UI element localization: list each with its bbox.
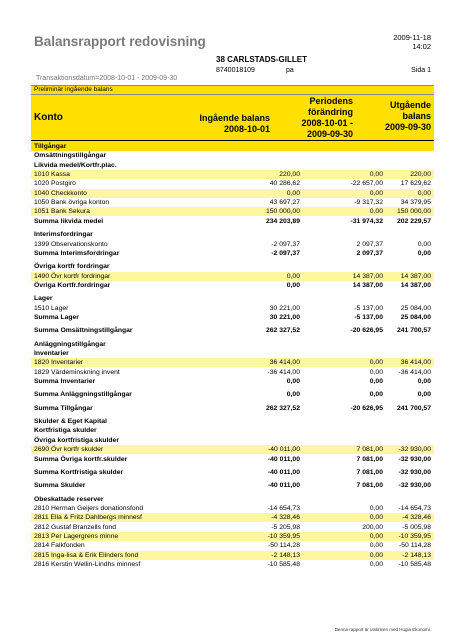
period-change-cell: 7 081,00 — [356, 468, 383, 476]
row-label: 1010 Kassa — [34, 171, 70, 179]
summary-row — [31, 377, 434, 386]
change-header-line4: 2009-09-30 — [306, 129, 353, 139]
header-divider-mid — [31, 94, 434, 95]
period-change-cell: 0,00 — [369, 368, 383, 376]
report-title: Balansrapport redovisning — [34, 34, 206, 49]
row-label: Övriga kortfr fordringar — [34, 263, 110, 271]
opening-balance-cell: -14 654,73 — [267, 504, 300, 512]
section-heading-row — [31, 161, 434, 170]
row-label: Kortfristiga skulder — [34, 427, 97, 435]
opening-balance-cell: 220,00 — [279, 171, 300, 179]
row-label: Summa Lager — [34, 313, 79, 321]
opening-balance-cell: 30 221,00 — [269, 313, 300, 321]
closing-balance-cell: 17 629,62 — [400, 180, 431, 188]
row-label: Inventarier — [34, 350, 69, 357]
row-label: 1050 Bank övriga konton — [34, 199, 110, 207]
closing-balance-cell: -5 005,98 — [402, 523, 431, 531]
opening-balance-cell: 150 000,00 — [265, 208, 300, 216]
opening-balance-cell: 0,00 — [286, 378, 300, 386]
section-heading-row — [31, 495, 434, 504]
closing-balance-header — [385, 100, 431, 133]
opening-balance-cell: -40 011,00 — [267, 482, 300, 490]
row-label: 1490 Övr kortfr fordringar — [34, 272, 111, 280]
account-row — [31, 170, 434, 179]
pa-label: pa — [286, 67, 294, 74]
account-row — [31, 368, 434, 377]
closing-balance-cell: -32 930,00 — [398, 482, 431, 490]
opening-balance-cell: -50 114,28 — [268, 542, 300, 550]
closing-balance-cell: 0,00 — [417, 391, 431, 399]
closing-balance-cell: -32 930,00 — [398, 468, 431, 476]
summary-row — [31, 249, 434, 258]
opening-balance-cell: -10 359,95 — [267, 532, 300, 540]
opening-balance-cell: -40 011,00 — [268, 446, 300, 454]
opening-balance-cell: 30 221,00 — [269, 304, 300, 312]
closing-balance-cell: 241 700,57 — [396, 404, 431, 412]
row-label: Summa Övriga kortfr.skulder — [34, 455, 128, 463]
period-change-cell: 7 081,00 — [356, 446, 383, 454]
print-date — [393, 33, 431, 51]
opening-balance-cell: 262 327,52 — [265, 327, 300, 335]
row-label: Summa Skulder — [34, 482, 86, 490]
row-label: Övriga kortfristiga skulder — [34, 436, 119, 444]
account-row — [31, 513, 434, 522]
row-label: Obeskattade reserver — [34, 495, 104, 503]
row-label: Lager — [34, 295, 53, 303]
row-label: 1820 Inventarier — [34, 359, 84, 367]
opening-balance-cell: 0,00 — [286, 189, 300, 197]
row-label: Summa likvida medel — [34, 217, 104, 225]
footer-note: Denna rapport är utskriven med Hogia Ekonomi. — [334, 627, 431, 632]
closing-balance-cell: 14 387,00 — [400, 281, 431, 289]
closing-balance-cell: 150 000,00 — [396, 208, 431, 216]
period-change-cell: 0,00 — [369, 189, 383, 197]
account-row — [31, 358, 434, 367]
closing-balance-cell: 34 379,95 — [400, 199, 431, 207]
summary-row — [31, 326, 434, 335]
account-row — [31, 207, 434, 216]
opening-balance-cell: -10 585,48 — [267, 561, 300, 568]
period-change-cell: 0,00 — [369, 171, 383, 179]
print-time-value: 14:02 — [412, 42, 431, 51]
closing-balance-cell: 14 387,00 — [400, 272, 431, 280]
period-change-cell: 0,00 — [369, 208, 383, 216]
row-label: Interimsfordringar — [34, 231, 93, 239]
closing-balance-cell: -2 148,13 — [402, 551, 431, 559]
opening-balance-cell: -2 097,37 — [271, 249, 300, 257]
row-label: Summa Interimsfordringar — [34, 249, 120, 257]
row-label: Summa Omsättningstillgångar — [34, 327, 133, 335]
opening-header-line2: 2008-10-01 — [223, 124, 270, 134]
period-change-cell: 0,00 — [369, 542, 383, 550]
opening-balance-cell: 43 697,27 — [269, 199, 300, 207]
closing-balance-cell: 0,00 — [417, 189, 431, 197]
section-heading-row — [31, 436, 434, 445]
section-heading-row — [31, 426, 434, 435]
closing-balance-cell: 0,00 — [417, 378, 431, 386]
closing-balance-cell: 36 414,00 — [400, 359, 431, 367]
row-label: Summa Tillgångar — [34, 404, 93, 412]
summary-row — [31, 313, 434, 322]
opening-balance-cell: 262 327,52 — [265, 404, 300, 412]
row-label: 2812 Gustaf Branzells fond — [34, 523, 116, 531]
closing-balance-cell: -4 328,46 — [402, 514, 431, 522]
summary-row — [31, 455, 434, 464]
opening-balance-cell: -40 011,00 — [267, 455, 300, 463]
opening-balance-cell: 0,00 — [286, 281, 300, 289]
row-label: Summa Inventarier — [34, 378, 96, 386]
row-label: 2815 Inga-lisa & Erik Elinders fond — [34, 551, 139, 559]
period-change-cell: 0,00 — [369, 561, 383, 568]
summary-row — [31, 217, 434, 226]
section-heading-row — [31, 417, 434, 426]
period-change-cell: -31 974,32 — [350, 217, 383, 225]
row-label: Likvida medel/Kortfr.plac. — [34, 161, 117, 169]
opening-balance-cell: -36 414,00 — [267, 368, 300, 376]
account-row — [31, 541, 434, 550]
closing-header-line1: Utgående — [389, 100, 431, 110]
row-label: Summa Kortfristiga skulder — [34, 468, 124, 476]
period-change-cell: 0,00 — [369, 514, 383, 522]
period-change-cell: 2 097,37 — [356, 240, 383, 248]
period-change-cell: 7 081,00 — [356, 482, 383, 490]
account-row — [31, 272, 434, 281]
closing-balance-cell: -10 585,48 — [398, 561, 431, 568]
account-row — [31, 504, 434, 513]
closing-balance-cell: 0,00 — [417, 249, 431, 257]
summary-row — [31, 481, 434, 490]
closing-header-line3: 2009-09-30 — [384, 122, 431, 132]
account-row — [31, 198, 434, 207]
closing-balance-cell: -32 930,00 — [398, 446, 431, 454]
company-name: 38 CARLSTADS-GILLET — [216, 55, 307, 64]
row-label: Skulder & Eget Kapital — [34, 418, 107, 426]
row-label: Omsättningstillgångar — [34, 152, 107, 160]
closing-balance-cell: 25 084,00 — [400, 313, 431, 321]
closing-balance-cell: -32 930,00 — [398, 455, 431, 463]
section-heading-row — [31, 151, 434, 160]
period-change-cell: 200,00 — [362, 523, 383, 531]
account-row — [31, 189, 434, 198]
row-label: 2813 Per Lagergrens minne — [34, 532, 119, 540]
section-heading-row — [31, 340, 434, 349]
period-change-header — [301, 96, 353, 140]
opening-balance-cell: -5 205,98 — [271, 523, 300, 531]
period-change-cell: 0,00 — [369, 532, 383, 540]
period-change-cell: -22 657,00 — [350, 180, 383, 188]
opening-balance-cell: -4 328,46 — [271, 514, 300, 522]
opening-balance-cell: 0,00 — [286, 391, 300, 399]
closing-balance-cell: 0,00 — [417, 240, 431, 248]
account-row — [31, 560, 434, 569]
row-label: 1051 Bank Sekura — [34, 208, 90, 216]
period-change-cell: 0,00 — [369, 551, 383, 559]
header-divider-bottom — [31, 140, 434, 141]
row-label: 2814 Falkfonden — [34, 542, 85, 550]
closing-balance-cell: -14 654,73 — [398, 504, 431, 512]
closing-header-line2: balans — [402, 111, 431, 121]
row-label: 1040 Checkkonto — [34, 189, 87, 197]
opening-balance-cell: 40 286,62 — [269, 180, 300, 188]
row-label: 2816 Kerstin Wellin-Lindhs minnesf — [34, 561, 141, 568]
period-change-cell: 0,00 — [369, 504, 383, 512]
opening-balance-cell: -2 097,37 — [271, 240, 300, 248]
row-label: 1829 Värdeminskning invent — [34, 368, 120, 376]
account-row — [31, 179, 434, 188]
transaction-date: Transaktionsdatum=2008-10-01 - 2009-09-30 — [36, 75, 178, 82]
section-heading-row — [31, 262, 434, 271]
row-label: Anläggningstillgångar — [34, 340, 106, 348]
period-change-cell: 7 081,00 — [356, 455, 383, 463]
print-date-value: 2009-11-18 — [393, 33, 431, 42]
closing-balance-cell: -50 114,28 — [399, 542, 431, 550]
konto-header: Konto — [34, 112, 63, 123]
period-change-cell: 2 097,37 — [356, 249, 383, 257]
closing-balance-cell: 241 700,57 — [396, 327, 431, 335]
section-heading-row — [31, 142, 434, 151]
row-label: 1020 Postgiro — [34, 180, 76, 188]
period-change-cell: -20 626,95 — [350, 404, 383, 412]
page-number: Sida 1 — [411, 67, 431, 74]
org-number: 8740018109 — [216, 67, 255, 74]
period-change-cell: 0,00 — [369, 359, 383, 367]
closing-balance-cell: -36 414,00 — [398, 368, 431, 376]
opening-balance-cell: 234 203,89 — [265, 217, 300, 225]
account-row — [31, 551, 434, 560]
row-label: 2810 Herman Geijers donationsfond — [34, 504, 144, 512]
period-change-cell: -5 137,00 — [354, 313, 383, 321]
period-change-cell: 0,00 — [369, 391, 383, 399]
closing-balance-cell: -10 359,95 — [398, 532, 431, 540]
opening-balance-cell: -40 011,00 — [267, 468, 300, 476]
closing-balance-cell: 25 084,00 — [400, 304, 431, 312]
summary-row — [31, 281, 434, 290]
row-label: 1510 Lager — [34, 304, 69, 312]
opening-header-line1: Ingående balans — [199, 113, 270, 123]
period-change-cell: -20 626,95 — [350, 327, 383, 335]
period-change-cell: 14 387,00 — [352, 272, 383, 280]
account-row — [31, 304, 434, 313]
row-label: Övriga Kortfr.fordringar — [34, 281, 111, 289]
row-label: Summa Anläggningstillgångar — [34, 391, 132, 399]
summary-row — [31, 404, 434, 413]
account-row — [31, 532, 434, 541]
period-change-cell: -9 317,32 — [354, 199, 383, 207]
opening-balance-header — [199, 113, 270, 135]
summary-row — [31, 468, 434, 477]
account-row — [31, 445, 434, 454]
closing-balance-cell: 220,00 — [410, 171, 431, 179]
opening-balance-cell: 36 414,00 — [269, 359, 300, 367]
opening-balance-cell: -2 148,13 — [271, 551, 300, 559]
row-label: 2690 Övr kortfr skulder — [34, 446, 104, 454]
row-label: 2811 Ella & Fritz Dahlbergs minnesf — [34, 514, 142, 522]
change-header-line2: förändring — [308, 107, 353, 117]
period-change-cell: -5 137,00 — [354, 304, 383, 312]
summary-row — [31, 390, 434, 399]
section-heading-row — [31, 349, 434, 358]
account-row — [31, 523, 434, 532]
section-heading-row — [31, 230, 434, 239]
section-heading-row — [31, 294, 434, 303]
period-change-cell: 14 387,00 — [352, 281, 383, 289]
period-change-cell: 0,00 — [369, 378, 383, 386]
closing-balance-cell: 202 229,57 — [396, 217, 431, 225]
opening-balance-cell: 0,00 — [286, 272, 300, 280]
account-row — [31, 240, 434, 249]
row-label: 1399 Observationskonto — [34, 240, 108, 248]
change-header-line3: 2008-10-01 - — [301, 118, 353, 128]
row-label: Tillgångar — [34, 143, 67, 150]
change-header-line1: Periodens — [309, 96, 353, 106]
preliminary-note: Preliminär ingående balans — [34, 86, 113, 93]
